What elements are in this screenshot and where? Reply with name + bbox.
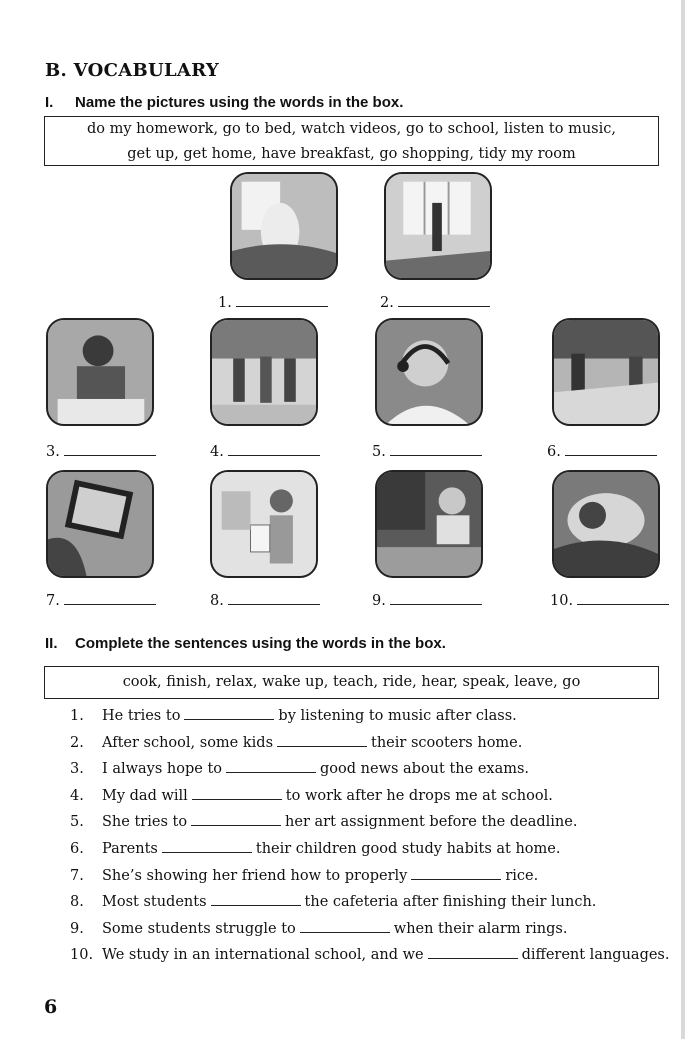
answer-blank-2[interactable]: [398, 294, 490, 307]
listening-music-photo: [375, 318, 483, 426]
answer-blank-7[interactable]: [64, 592, 156, 605]
exercise-1-heading: [45, 94, 403, 111]
answer-blank-8[interactable]: [228, 592, 320, 605]
going-to-school-photo: [210, 318, 318, 426]
picture-label-5: 5.: [372, 443, 482, 460]
picture-label-3: 3.: [46, 443, 156, 460]
sentence-item: 5. She tries to her art assignment before the deadline.: [70, 814, 578, 831]
shopping-photo: [210, 470, 318, 578]
picture-label-2: 2.: [380, 294, 490, 311]
answer-blank-3[interactable]: [64, 443, 156, 456]
sentence-blank-1[interactable]: [184, 707, 274, 720]
exercise-1-instruction: Name the pictures using the words in the box.: [75, 94, 404, 111]
sentence-item: 3. I always hope to good news about the exams.: [70, 761, 530, 778]
picture-label-1: 1.: [218, 294, 328, 311]
sentence-item: 2. After school, some kids their scooters home.: [70, 734, 523, 751]
sentence-blank-5[interactable]: [191, 813, 281, 826]
picture-label-6: 6.: [547, 443, 657, 460]
answer-blank-5[interactable]: [390, 443, 482, 456]
exercise-1-word-box: [44, 116, 659, 166]
sentence-item: 1. He tries to by listening to music after class.: [70, 708, 517, 724]
answer-blank-4[interactable]: [228, 443, 320, 456]
sentence-blank-7[interactable]: [411, 867, 501, 880]
page-number: 6: [44, 996, 58, 1018]
exercise-2-word-box: [44, 666, 659, 699]
homework-photo: [46, 318, 154, 426]
answer-blank-1[interactable]: [236, 294, 328, 307]
breakfast-photo: [375, 470, 483, 578]
exercise-2-number: II.: [45, 635, 58, 652]
exercise-2-instruction: Complete the sentences using the words in the box.: [75, 635, 446, 652]
picture-label-9: 9.: [372, 592, 482, 609]
sentence-blank-10[interactable]: [428, 946, 518, 959]
sentence-item: 10. We study in an international school, and we different languages.: [70, 947, 670, 964]
page-edge: [681, 0, 685, 1039]
sentence-blank-6[interactable]: [162, 840, 252, 853]
sentence-blank-8[interactable]: [211, 893, 301, 906]
sentence-item: 4. My dad will to work after he drops me at school.: [70, 787, 553, 804]
picture-label-10: 10.: [550, 592, 669, 609]
word-box-words: cook, finish, relax, wake up, teach, ride, hear, speak, leave, go: [122, 674, 581, 690]
sentence-item: 6. Parents their children good study habits at home.: [70, 840, 561, 857]
getting-home-photo: [552, 318, 660, 426]
answer-blank-9[interactable]: [390, 592, 482, 605]
tidying-room-photo: [384, 172, 492, 280]
sentence-item: 7. She’s showing her friend how to properly rice.: [70, 867, 539, 884]
answer-blank-6[interactable]: [565, 443, 657, 456]
word-box-line-2: get up, get home, have breakfast, go shopping, tidy my room: [127, 146, 576, 162]
word-box-line-1: do my homework, go to bed, watch videos, go to school, listen to music,: [87, 121, 616, 137]
sentence-blank-9[interactable]: [300, 920, 390, 933]
picture-label-7: 7.: [46, 592, 156, 609]
waking-up-photo: [230, 172, 338, 280]
sentence-list: [70, 706, 669, 972]
exercise-1-number: I.: [45, 94, 54, 111]
sentence-blank-2[interactable]: [277, 734, 367, 747]
answer-blank-10[interactable]: [577, 592, 669, 605]
sentence-item: 9. Some students struggle to when their alarm rings.: [70, 920, 568, 937]
exercise-2-heading: [45, 635, 446, 652]
sentence-item: 8. Most students the cafeteria after finishing their lunch.: [70, 894, 597, 911]
picture-label-8: 8.: [210, 592, 320, 609]
sentence-blank-3[interactable]: [226, 760, 316, 773]
picture-label-4: 4.: [210, 443, 320, 460]
sentence-blank-4[interactable]: [192, 787, 282, 800]
watching-videos-photo: [46, 470, 154, 578]
section-title: B. VOCABULARY: [45, 60, 220, 81]
sleeping-photo: [552, 470, 660, 578]
